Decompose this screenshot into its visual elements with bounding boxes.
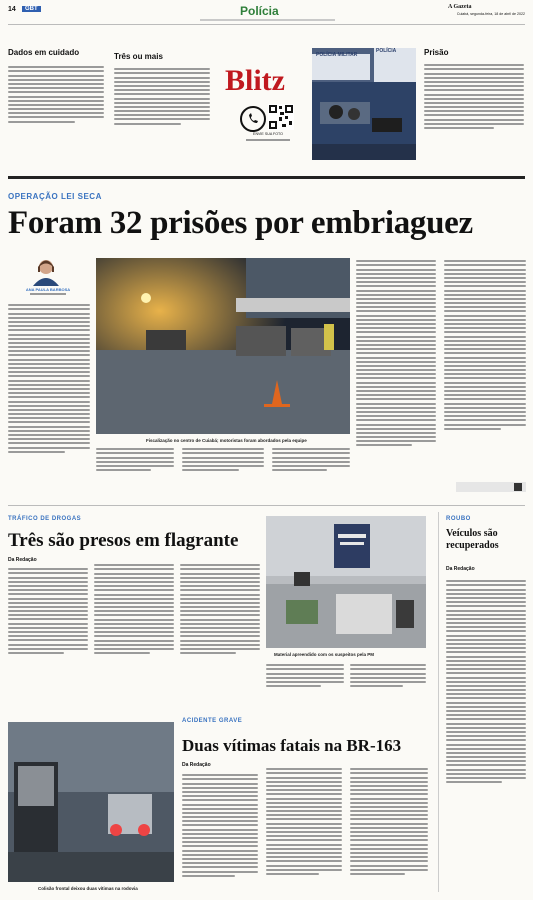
brief-text-1 bbox=[8, 64, 104, 125]
second-text-col-1 bbox=[8, 566, 88, 656]
main-headline: Foram 32 prisões por embriaguez bbox=[8, 205, 473, 241]
main-qr-box bbox=[456, 482, 526, 492]
side-byline: Da Redação bbox=[446, 566, 475, 572]
third-text-col-2 bbox=[266, 766, 342, 877]
accident-photo-caption: Colisão frontal deixou duas vítimas na rodovia bbox=[38, 886, 138, 891]
author-name: ANA PAULA BARBOSA bbox=[25, 287, 71, 292]
top-row-rule bbox=[8, 176, 525, 179]
second-byline: Da Redação bbox=[8, 557, 37, 563]
section-title: Polícia bbox=[240, 4, 279, 18]
third-headline: Duas vítimas fatais na BR-163 bbox=[182, 736, 402, 755]
qr-code-icon bbox=[268, 104, 294, 130]
page-number: 14 bbox=[8, 6, 16, 13]
brief-text-2 bbox=[114, 66, 210, 127]
brand-tag: GBT bbox=[22, 6, 41, 12]
top-photo bbox=[312, 48, 416, 160]
author-avatar bbox=[30, 256, 62, 286]
blitz-logo: Blitz bbox=[225, 64, 285, 97]
photo-sign-2: POLÍCIA bbox=[376, 48, 397, 54]
header-subline bbox=[200, 19, 335, 21]
side-headline: Veículos são recuperados bbox=[446, 528, 499, 551]
third-text-col-3 bbox=[350, 766, 428, 877]
main-text-col-5 bbox=[356, 258, 436, 449]
whatsapp-number-line bbox=[246, 139, 290, 141]
main-photo-caption: Fiscalização no centro de Cuiabá; motoristas foram abordados pela equipe bbox=[146, 438, 307, 443]
drugs-photo bbox=[266, 516, 426, 648]
side-story-divider bbox=[438, 512, 439, 892]
issue-date: Cuiabá, segunda-feira, 18 de abril de 2022 bbox=[456, 12, 525, 16]
brief-title-1: Dados em cuidado bbox=[8, 48, 80, 57]
main-photo bbox=[96, 258, 350, 434]
brief-text-3 bbox=[424, 62, 524, 131]
side-kicker: ROUBO bbox=[446, 516, 471, 522]
qr-code-icon bbox=[514, 483, 522, 491]
second-text-col-4 bbox=[266, 662, 344, 689]
main-text-col-4 bbox=[272, 446, 350, 473]
side-text bbox=[446, 578, 526, 785]
main-text-col-3 bbox=[182, 446, 264, 473]
third-byline: Da Redação bbox=[182, 762, 211, 768]
header-rule bbox=[8, 24, 525, 25]
whatsapp-caption: ENVIE SUA FOTO bbox=[253, 132, 283, 136]
brief-title-2: Três ou mais bbox=[114, 52, 163, 61]
accident-photo bbox=[8, 722, 174, 882]
right-brand: A Gazeta bbox=[448, 4, 472, 10]
whatsapp-icon bbox=[240, 106, 266, 132]
main-text-col-1 bbox=[8, 302, 90, 455]
second-text-col-3 bbox=[180, 562, 260, 656]
second-kicker: TRÁFICO DE DROGAS bbox=[8, 516, 82, 522]
main-text-col-6 bbox=[444, 258, 526, 432]
second-headline: Três são presos em flagrante bbox=[8, 530, 239, 551]
main-text-col-2 bbox=[96, 446, 174, 473]
third-kicker: ACIDENTE GRAVE bbox=[182, 718, 243, 724]
main-kicker: OPERAÇÃO LEI SECA bbox=[8, 192, 102, 201]
author-role bbox=[30, 293, 66, 295]
main-story-rule bbox=[8, 505, 525, 506]
brief-title-3: Prisão bbox=[424, 48, 449, 57]
photo-sign-1: POLÍCIA MILITAR bbox=[316, 52, 358, 58]
third-text-col-1 bbox=[182, 772, 258, 879]
second-text-col-2 bbox=[94, 562, 174, 656]
second-text-col-5 bbox=[350, 662, 426, 689]
drugs-photo-caption: Material apreendido com os suspeitos pela PM bbox=[274, 652, 375, 657]
